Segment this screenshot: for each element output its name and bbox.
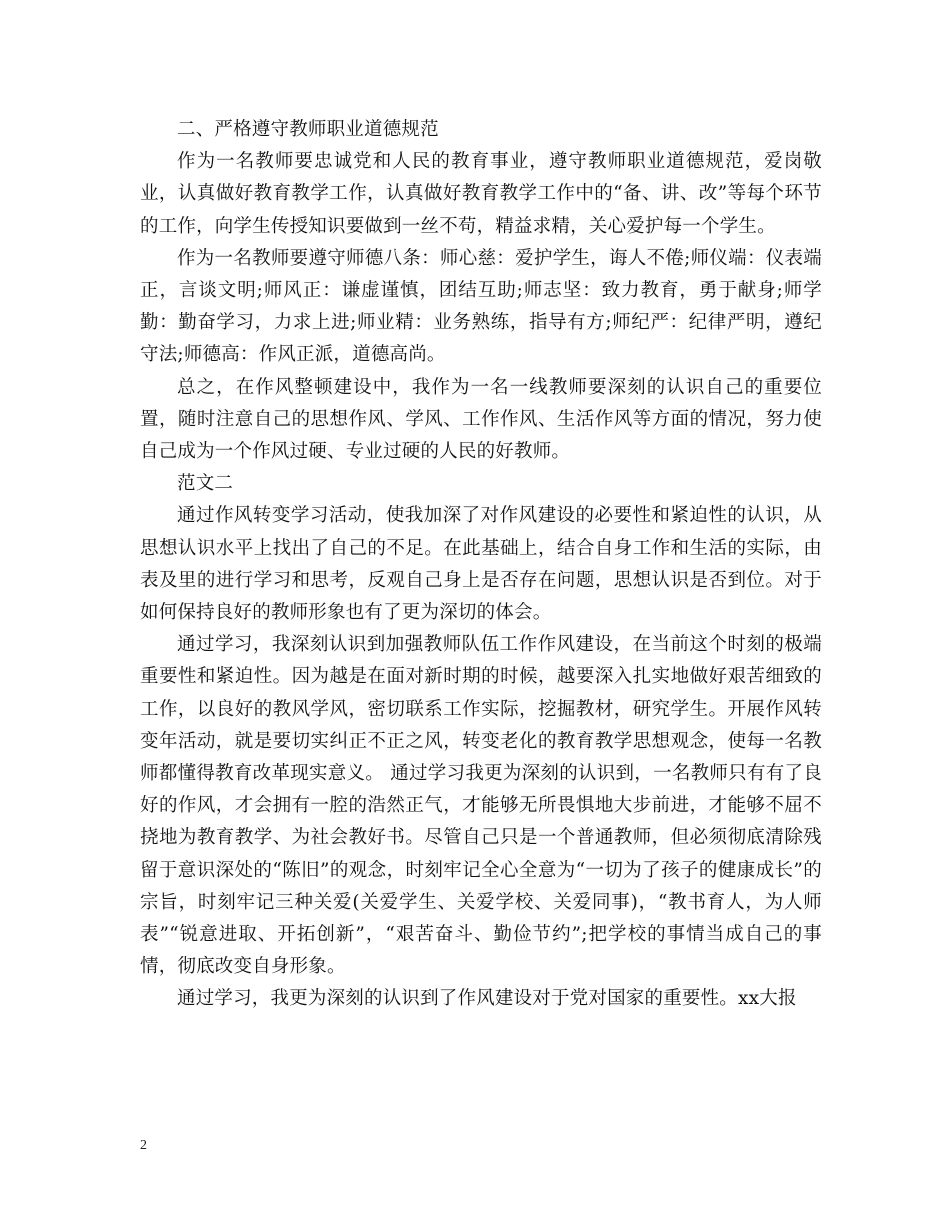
paragraph: 作为一名教师要忠诚党和人民的教育事业，遵守教师职业道德规范，爱岗敬业，认真做好教育教学工作，认真做好教育教学工作中的“备、讲、改”等每个环节的工作，向学生传授知识要做到一丝不苟，精益求精，关心爱护每一个学生。 <box>140 151 822 237</box>
page-number: 2 <box>140 1138 147 1153</box>
paragraph: 通过作风转变学习活动，使我加深了对作风建设的必要性和紧迫性的认识，从思想认识水平上找出了自己的不足。在此基础上，结合自身工作和生活的实际，由表及里的进行学习和思考，反观自己身上是否存在问题，思想认识是否到位。对于如何保持良好的教师形象也有了更为深切的体会。 <box>140 505 822 624</box>
paragraph: 作为一名教师要遵守师德八条：师心慈：爱护学生，诲人不倦;师仪端：仪表端正，言谈文明;师风正：谦虚谨慎，团结互助;师志坚：致力教育，勇于献身;师学勤：勤奋学习，力求上进;师业精：业务熟练，指导有方;师纪严：纪律严明，遵纪守法;师德高：作风正派，道德高尚。 <box>140 247 822 366</box>
section-heading: 二、严格遵守教师职业道德规范 <box>177 119 439 140</box>
paragraph: 通过学习，我更为深刻的认识到了作风建设对于党对国家的重要性。xx大报 <box>177 988 797 1010</box>
document-body <box>140 114 822 1016</box>
paragraph: 通过学习，我深刻认识到加强教师队伍工作作风建设，在当前这个时刻的极端重要性和紧迫性。因为越是在面对新时期的时候，越要深入扎实地做好艰苦细致的工作，以良好的教风学风，密切联系工作实际，挖掘教材，研究学生。开展作风转变年活动，就是要切实纠正不正之风，转变老化的教育教学思想观念，使每一名教师都懂得教育改革现实意义。 通过学习我更为深刻的认识到，一名教师只有有了良好的作风，才会拥有一腔的浩然正气，才能够无所畏惧地大步前进，才能够不屈不挠地为教育教学、为社会教好书。尽管自己只是一个普通教师，但必须彻底清除残留于意识深处的“陈旧”的观念，时刻牢记全心全意为“一切为了孩子的健康成长”的宗旨，时刻牢记三种关爱(关爱学生、关爱学校、关爱同事)，“教书育人，为人师表”“锐意进取、开拓创新”，“艰苦奋斗、勤俭节约”;把学校的事情当成自己的事情，彻底改变自身形象。 <box>140 634 822 978</box>
paragraph: 总之，在作风整顿建设中，我作为一名一线教师要深刻的认识自己的重要位置，随时注意自己的思想作风、学风、工作作风、生活作风等方面的情况，努力使自己成为一个作风过硬、专业过硬的人民的好教师。 <box>140 376 822 463</box>
sample-heading: 范文二 <box>177 473 234 495</box>
